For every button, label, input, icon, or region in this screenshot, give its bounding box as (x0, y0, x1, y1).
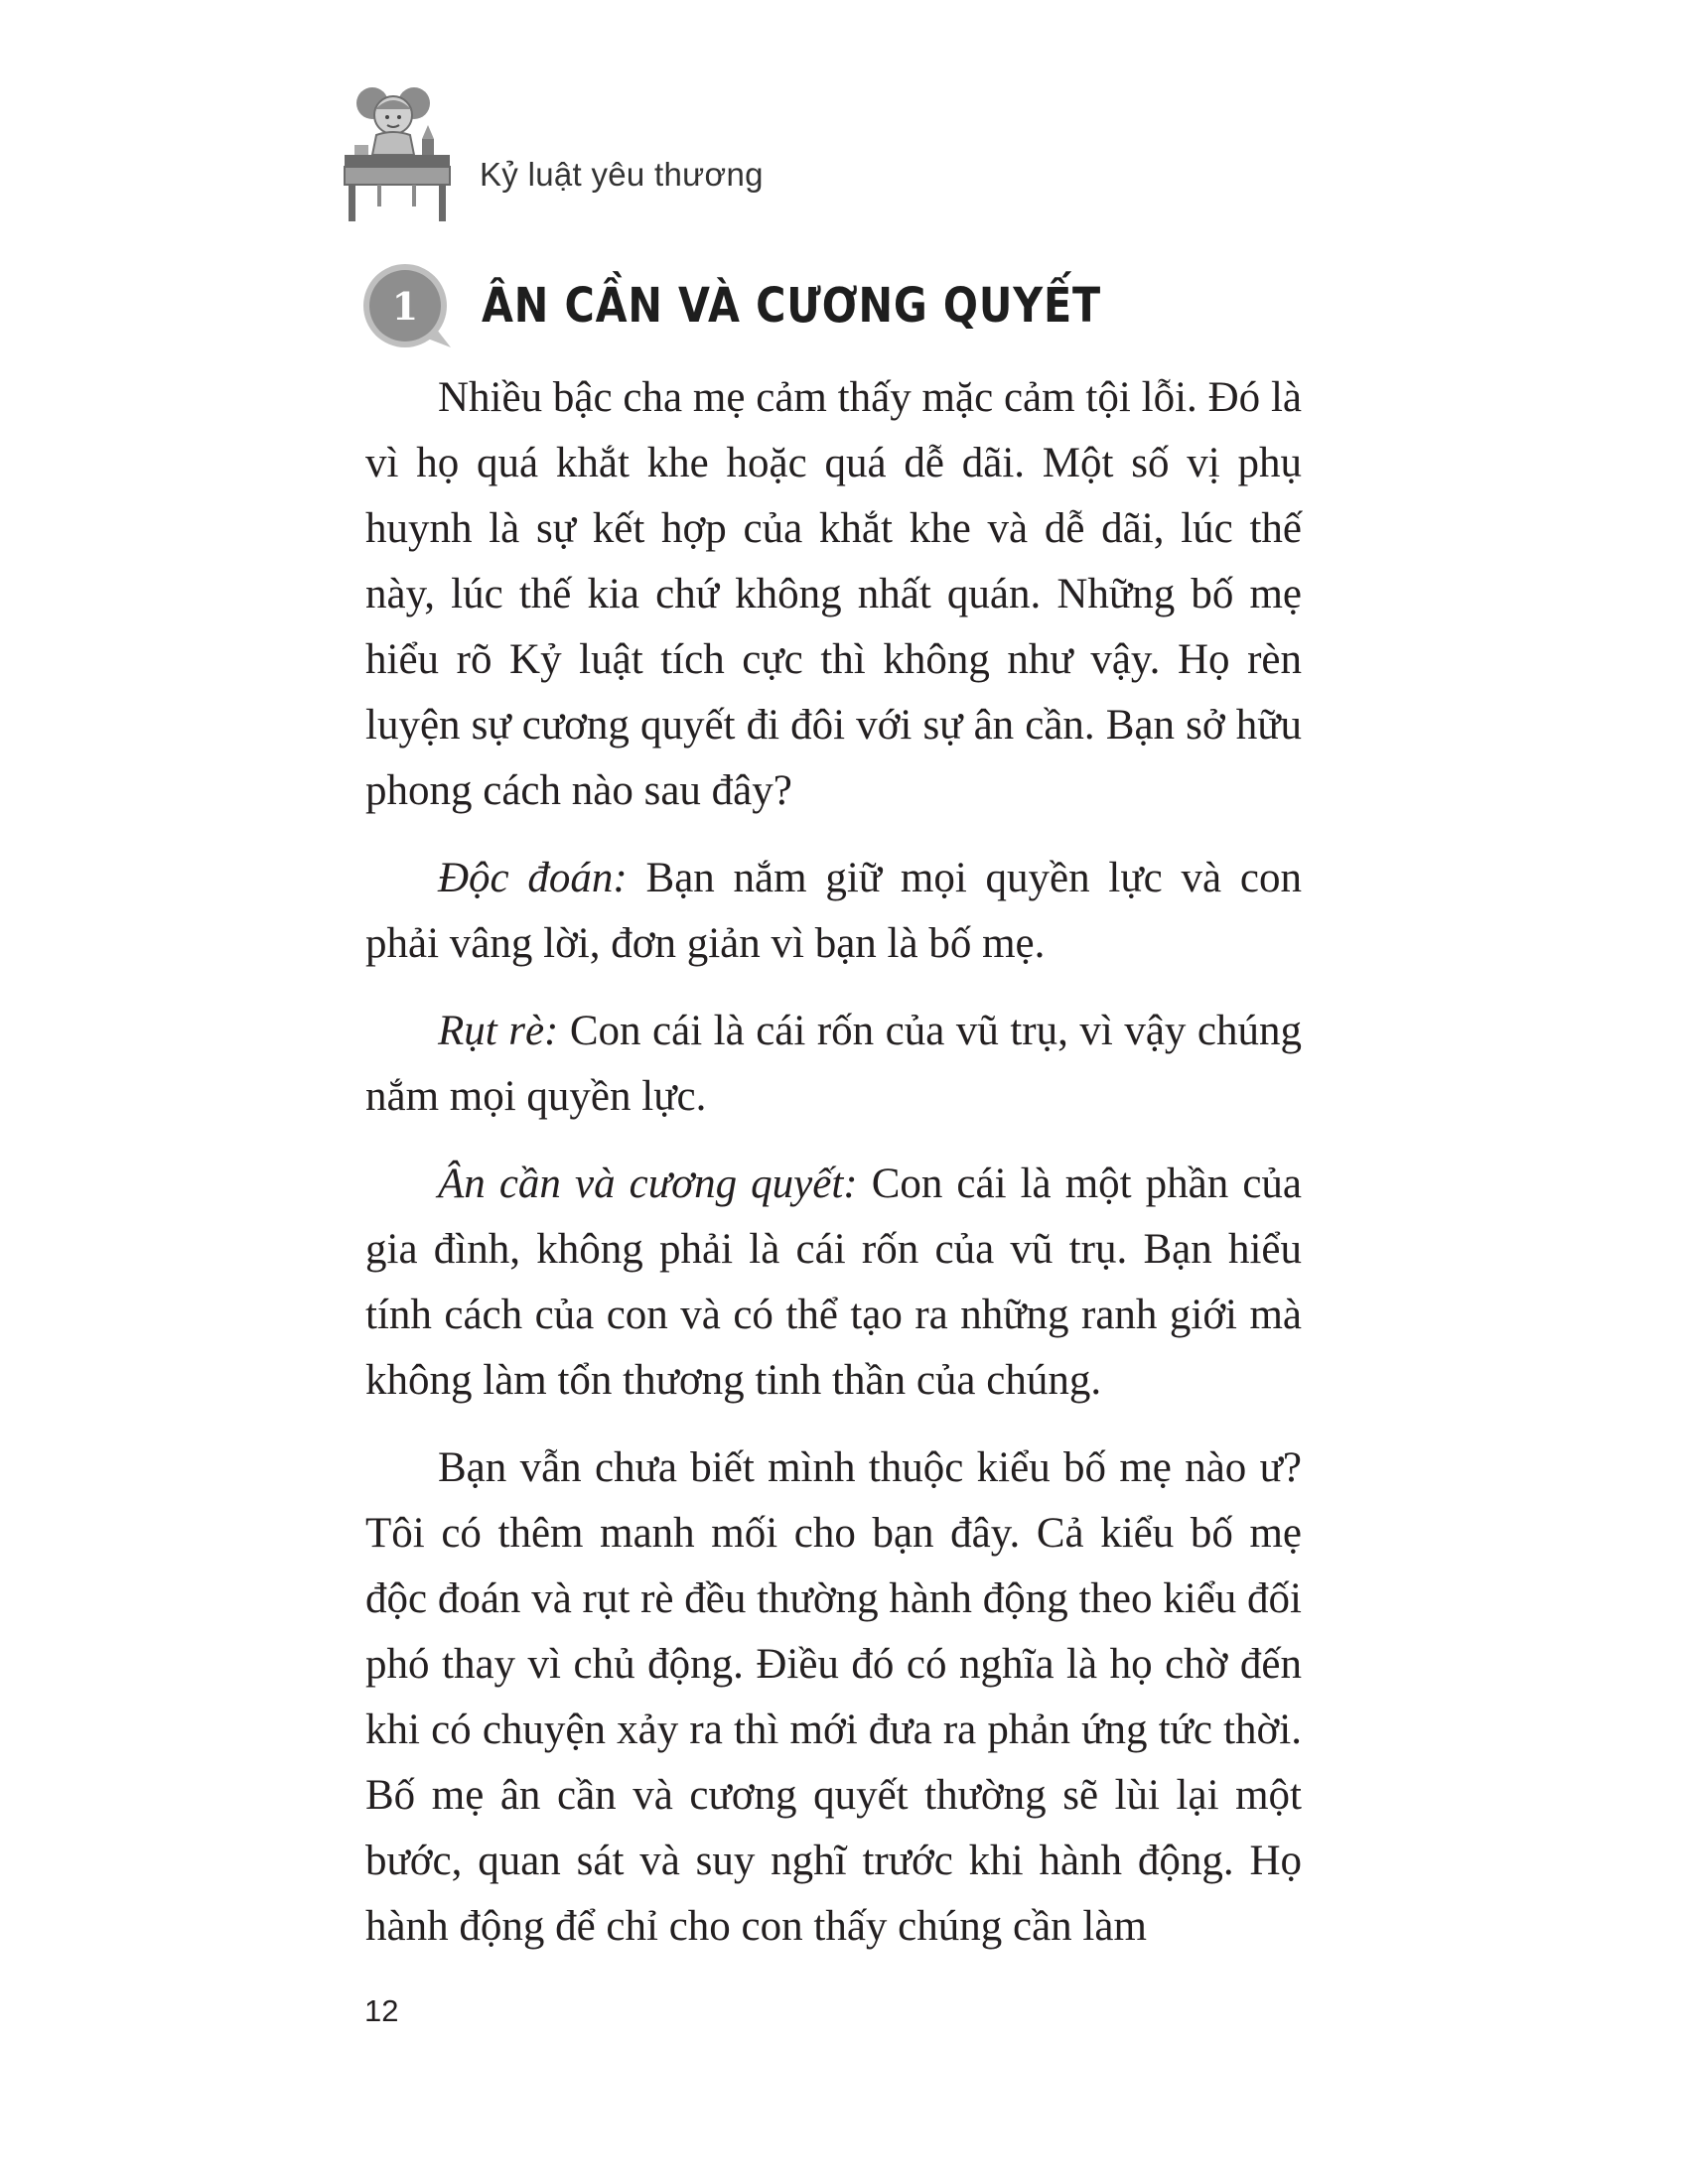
paragraph-1 (365, 365, 1302, 824)
paragraph-text: Bạn vẫn chưa biết mình thuộc kiểu bố mẹ nào ư? Tôi có thêm manh mối cho bạn đây. Cả kiểu bố mẹ độc đoán và rụt rè đều thường hành động theo kiểu đối phó thay vì chủ động. Điều đó có nghĩa là họ chờ đến khi có chuyện xảy ra thì mới đưa ra phản ứng tức thời. Bố mẹ ân cần và cương quyết thường sẽ lùi lại một bước, quan sát và suy nghĩ trước khi hành động. Họ hành động để chỉ cho con thấy chúng cần làm (365, 1444, 1302, 1950)
paragraph-5 (365, 1435, 1302, 1960)
section-heading (359, 260, 1202, 351)
paragraph-term: Ân cần và cương quyết: (438, 1160, 858, 1207)
paragraph-4 (365, 1152, 1302, 1414)
paragraph-text: Bạn nắm giữ mọi quyền lực và con phải vâng lời, đơn giản vì bạn là bố mẹ. (365, 855, 1302, 967)
running-title: Kỷ luật yêu thương (480, 156, 764, 193)
page-number: 12 (364, 1993, 399, 2028)
paragraph-term: Rụt rè: (438, 1008, 559, 1054)
body-text (365, 365, 1302, 1960)
section-title: ÂN CẦN VÀ CƯƠNG QUYẾT (482, 278, 1102, 334)
section-number-badge (359, 260, 454, 351)
paragraph-2 (365, 846, 1302, 977)
paragraph-text: Con cái là một phần của gia đình, không phải là cái rốn của vũ trụ. Bạn hiểu tính cách của con và có thể tạo ra những ranh giới mà không làm tổn thương tinh thần của chúng. (365, 1160, 1302, 1404)
paragraph-3 (365, 999, 1302, 1130)
paragraph-text: Con cái là cái rốn của vũ trụ, vì vậy chúng nắm mọi quyền lực. (365, 1008, 1302, 1120)
girl-at-desk-icon (343, 77, 452, 221)
running-head (343, 77, 764, 221)
paragraph-term: Độc đoán: (438, 855, 628, 901)
section-number: 1 (391, 284, 419, 329)
paragraph-text: Nhiều bậc cha mẹ cảm thấy mặc cảm tội lỗi. Đó là vì họ quá khắt khe hoặc quá dễ dãi. Một số vị phụ huynh là sự kết hợp của khắt khe và dễ dãi, lúc thế này, lúc thế kia chứ không nhất quán. Những bố mẹ hiểu rõ Kỷ luật tích cực thì không như vậy. Họ rèn luyện sự cương quyết đi đôi với sự ân cần. Bạn sở hữu phong cách nào sau đây? (365, 374, 1302, 814)
